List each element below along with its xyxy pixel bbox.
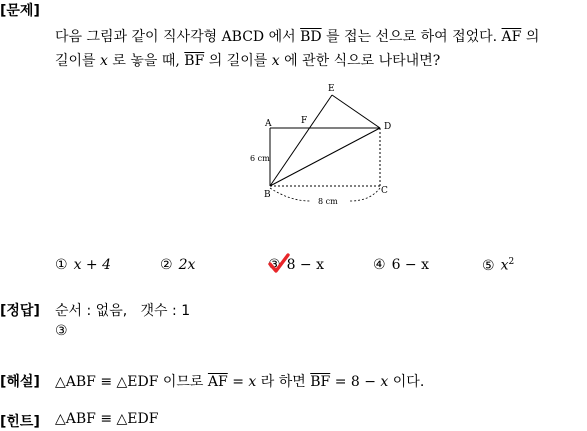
label-a: A bbox=[265, 119, 272, 129]
label-8cm: 8 cm bbox=[318, 197, 338, 206]
label-c: C bbox=[381, 186, 388, 196]
label-6cm: 6 cm bbox=[250, 154, 270, 163]
hint-text: △ABF ≡ △EDF bbox=[55, 411, 159, 427]
label-b: B bbox=[264, 190, 271, 200]
segment-bd-diagonal bbox=[270, 128, 380, 186]
problem-line-1: 다음 그림과 같이 직사각형 ABCD 에서 $\overline{BD}$ 를 접는 선으로 하여 접었다. $\overline{AF}$ 의 bbox=[55, 29, 540, 45]
choice-4[interactable]: ④ 6 − x bbox=[373, 257, 429, 273]
answer-meta bbox=[55, 300, 190, 320]
choice-3[interactable]: ③ 8 − x bbox=[268, 257, 324, 273]
choice-number: ④ bbox=[373, 257, 386, 273]
hint-label: [힌트] bbox=[0, 414, 40, 430]
explanation-text: △ABF ≡ △EDF 이므로 $\overline{AF} = x$ 라 하면 $\overline{BF} = 8 - x$ 이다. bbox=[55, 374, 425, 390]
choice-1[interactable]: ① x + 4 bbox=[55, 257, 111, 273]
explanation-label: [해설] bbox=[0, 374, 40, 390]
choice-number: ⑤ bbox=[482, 257, 495, 274]
count-text: 갯수 : 1 bbox=[140, 303, 191, 319]
segment-bd: $\overline{BD}$ bbox=[300, 29, 322, 45]
folded-rectangle-figure bbox=[240, 80, 400, 210]
answer-value: ③ bbox=[55, 323, 68, 339]
choice-number: ③ bbox=[268, 257, 281, 273]
segment-be bbox=[270, 95, 332, 186]
choice-2[interactable]: ② 2x bbox=[160, 257, 196, 273]
label-e: E bbox=[328, 84, 335, 94]
check-mark-icon bbox=[267, 252, 291, 274]
choice-5[interactable]: ⑤ $x^2$ bbox=[482, 257, 515, 274]
label-f: F bbox=[301, 116, 308, 126]
segment-ed bbox=[332, 95, 380, 128]
answer-label: [정답] bbox=[0, 303, 40, 319]
problem-label: [문제] bbox=[0, 3, 40, 19]
order-text: 순서 : 없음, bbox=[55, 303, 128, 319]
choice-number: ① bbox=[55, 257, 68, 273]
problem-line-2: 길이를 x 로 놓을 때, $\overline{BF}$ 의 길이를 x 에 관한 식으로 나타내면? bbox=[55, 53, 441, 69]
choice-number: ② bbox=[160, 257, 173, 273]
label-d: D bbox=[384, 122, 392, 132]
segment-af: $\overline{AF}$ bbox=[501, 29, 522, 45]
segment-bf: $\overline{BF}$ bbox=[184, 53, 205, 69]
